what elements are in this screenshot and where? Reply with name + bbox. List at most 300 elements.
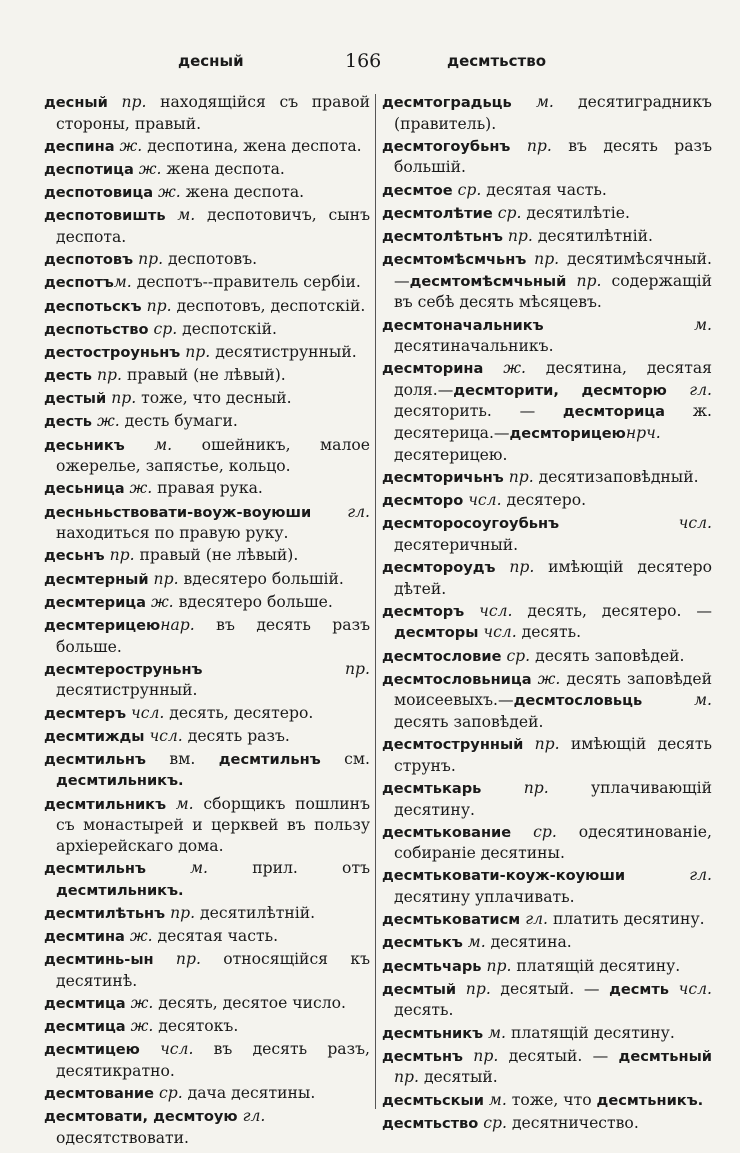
dictionary-entry (382, 467, 712, 489)
definition-text (154, 950, 176, 968)
dictionary-entry (44, 272, 370, 294)
headword: десмтое (382, 181, 453, 199)
headword: десмтый (382, 980, 457, 998)
dictionary-entry (44, 92, 370, 134)
dictionary-entry (44, 545, 370, 567)
dictionary-entry (382, 92, 712, 134)
headword: десмтьный (618, 1047, 712, 1065)
headword: десьница (44, 480, 125, 498)
definition-text: десятиструнный. (56, 681, 198, 700)
dictionary-entry (382, 1046, 712, 1088)
definition-text: десятилѣтній. (532, 226, 653, 245)
grammar-label: пр. (486, 956, 512, 975)
grammar-label: ср. (153, 319, 178, 338)
dictionary-entry (382, 513, 712, 555)
definition-text: ж. десятерица.— (394, 402, 712, 443)
definition-text: десятиградникъ (правитель). (394, 93, 712, 133)
dictionary-entry (44, 903, 370, 925)
definition-text: десятая часть. (481, 180, 607, 199)
left-guide-word: десный (178, 52, 244, 70)
dictionary-entry (44, 749, 370, 792)
headword: десмтьникъ. (596, 1091, 704, 1109)
grammar-label: ср. (483, 1113, 507, 1132)
dictionary-entry (44, 159, 370, 181)
dictionary-entry (382, 1113, 712, 1135)
grammar-label: м. (694, 315, 712, 334)
headword: десмтильнъ (44, 860, 146, 878)
dictionary-entry (44, 1083, 370, 1105)
headword: десный (44, 94, 108, 111)
grammar-label: гл. (689, 380, 712, 399)
dictionary-entry (382, 557, 712, 599)
headword: десмтильникъ. (56, 881, 184, 899)
dictionary-entry (44, 319, 370, 341)
definition-text (642, 691, 694, 709)
grammar-label: ж. (150, 592, 174, 611)
definition-text: жена деспота. (180, 183, 305, 202)
headword: десмторы (394, 624, 479, 642)
headword: десмтероструньнъ (44, 660, 203, 678)
headword: десмтина (44, 928, 125, 945)
definition-text (496, 558, 510, 576)
definition-text (311, 503, 347, 521)
headword: десмторица (562, 403, 665, 421)
definition-text: десятая часть. (152, 927, 279, 945)
definition-text (526, 250, 534, 268)
dictionary-entry (382, 180, 712, 202)
definition-text: жена деспота. (161, 159, 285, 178)
definition-text: деспотъ--правитель сербіи. (131, 273, 361, 292)
grammar-label: ж. (537, 669, 561, 688)
definition-text (511, 823, 533, 841)
headword: десмтильнъ (44, 750, 146, 768)
dictionary-entry (44, 1106, 370, 1148)
definition-text (146, 859, 190, 877)
definition-text: десятину уплачивать. (394, 888, 575, 907)
grammar-label: ср. (497, 203, 522, 222)
dictionary-entry (44, 1016, 370, 1038)
definition-text: одесятинованіе, собираніе десятины. (394, 822, 712, 863)
grammar-label: пр. (170, 903, 196, 922)
definition-text (559, 514, 679, 532)
headword: десмтомѣсмчьный (409, 272, 567, 290)
grammar-label: пр. (465, 979, 491, 998)
definition-text: десять заповѣдей моисеевыхъ.— (394, 669, 712, 710)
definition-text: правый (не лѣвый). (134, 546, 299, 565)
grammar-label: ср. (506, 646, 531, 665)
definition-text: десятый. — (498, 1046, 619, 1065)
headword: десмтица (44, 1018, 126, 1036)
right-column (382, 92, 712, 1136)
headword: десмтерицею (44, 616, 161, 634)
headword: десмтогоубьнъ (382, 137, 511, 155)
dictionary-entry (382, 601, 712, 644)
grammar-label: ж. (119, 136, 143, 155)
grammar-label: пр. (111, 389, 137, 408)
definition-text: тоже, что (506, 1090, 597, 1109)
definition-text (483, 359, 503, 377)
definition-text: имѣющій десятеро дѣтей. (394, 558, 712, 598)
headword: десньньствовати-воуж-воуюши (44, 503, 312, 521)
definition-text: десяторить. — (394, 402, 563, 421)
definition-text (512, 93, 536, 111)
dictionary-entry (382, 203, 712, 225)
dictionary-entry (382, 979, 712, 1021)
headword: десмтижды (44, 727, 145, 745)
headword: деспотовица (44, 184, 154, 202)
definition-text: вдесятеро большій. (178, 569, 344, 588)
headword: десьнъ (44, 547, 105, 565)
grammar-label: пр. (576, 271, 602, 290)
grammar-label: м. (535, 93, 554, 111)
definition-text: десятилѣтній. (195, 903, 316, 922)
definition-text: десятина, десятая доля.— (394, 359, 712, 399)
headword: десмтькарь (382, 779, 482, 797)
definition-text: десятиначальникъ. (394, 337, 554, 356)
headword: десмтьковати-коуж-коуюши (382, 867, 626, 885)
dictionary-entry (44, 703, 370, 725)
grammar-label: пр. (523, 778, 549, 797)
definition-text: см. (320, 749, 370, 768)
definition-text (544, 316, 694, 334)
grammar-label: чсл. (160, 1040, 194, 1059)
grammar-label: пр. (345, 659, 370, 678)
grammar-label: ж. (129, 479, 153, 498)
headword: десмтьникъ (382, 1024, 484, 1042)
grammar-label: чсл. (483, 623, 517, 642)
headword: десмть (609, 980, 670, 998)
grammar-label: пр. (146, 296, 172, 315)
definition-text (566, 272, 576, 290)
definition-text: десять заповѣдей. (394, 712, 544, 731)
headword: десмторъ (382, 602, 465, 620)
headword: десмторичьнъ (382, 468, 504, 486)
definition-text (463, 1047, 473, 1065)
definition-text: платить десятину. (547, 910, 705, 929)
dictionary-entry (382, 136, 712, 178)
grammar-label: гл. (689, 866, 712, 885)
grammar-label: пр. (534, 250, 560, 269)
grammar-label: пр. (534, 735, 560, 754)
headword: десмтильникъ. (56, 772, 184, 790)
dictionary-entry (44, 592, 370, 614)
headword: деспотьство (44, 320, 149, 338)
dictionary-entry (44, 182, 370, 204)
definition-text: вдесятеро больше. (173, 592, 333, 611)
definition-text (669, 980, 679, 998)
dictionary-entry (44, 435, 370, 477)
definition-text: десятеричный. (394, 535, 519, 554)
grammar-label: м. (175, 794, 194, 813)
dictionary-entry (382, 669, 712, 733)
dictionary-entry (382, 956, 712, 978)
definition-text: деспотина, жена деспота. (142, 136, 362, 155)
headword: десмтороудъ (382, 559, 496, 576)
headword: десмторицею (509, 425, 626, 443)
grammar-label: пр. (508, 467, 534, 486)
definition-text: тоже, что десный. (136, 389, 292, 408)
definition-text: деспотскій. (177, 319, 277, 338)
headword: десмтилѣтьнъ (44, 904, 166, 922)
headword: десмтоначальникъ (382, 316, 544, 334)
definition-text: имѣющій десять струнъ. (394, 735, 712, 775)
definition-text: уплачивающій десятину. (394, 778, 712, 819)
definition-text (464, 602, 479, 620)
grammar-label: гл. (242, 1107, 266, 1126)
definition-text: вм. (145, 749, 219, 768)
grammar-label: м. (467, 933, 486, 952)
dictionary-entry (382, 1023, 712, 1045)
grammar-label: пр. (153, 569, 179, 588)
definition-text: десть бумаги. (119, 412, 238, 431)
grammar-label: пр. (185, 342, 211, 361)
grammar-label: чсл. (678, 979, 712, 998)
definition-text: деспотовичъ, сынъ деспота. (56, 206, 370, 246)
headword: десмторосоугоубьнъ (382, 515, 560, 533)
definition-text (166, 795, 176, 813)
definition-text (125, 436, 155, 454)
headword: десьникъ (44, 436, 125, 454)
definition-text: десять, десятеро. (164, 703, 314, 722)
grammar-label: пр. (175, 950, 201, 969)
grammar-label: гл. (525, 910, 548, 929)
grammar-label: нрч. (625, 424, 661, 443)
headword: деспотовъ (44, 251, 134, 269)
grammar-label: ср. (457, 180, 482, 199)
headword: десмтоградьць (382, 94, 512, 111)
grammar-label: пр. (121, 93, 147, 111)
dictionary-entry (44, 205, 370, 247)
definition-text (203, 660, 345, 678)
headword: деспотъ (44, 274, 114, 292)
headword: десмтильникъ (44, 795, 167, 813)
dictionary-entry (44, 296, 370, 318)
grammar-label: ср. (159, 1084, 183, 1103)
left-column (44, 92, 370, 1150)
definition-text: десять. (516, 623, 582, 642)
definition-text: десятизаповѣдный. (533, 467, 699, 486)
dictionary-entry (44, 569, 370, 591)
headword: десмтование (44, 1085, 155, 1103)
headword: десмтица (44, 994, 126, 1012)
grammar-label: пр. (526, 136, 552, 155)
dictionary-entry (44, 794, 370, 857)
definition-text: прил. отъ (208, 859, 370, 878)
grammar-label: чсл. (678, 514, 712, 533)
grammar-label: чсл. (479, 601, 513, 620)
dictionary-entry (382, 822, 712, 864)
definition-text: платящій десятину. (506, 1023, 675, 1042)
definition-text (523, 735, 534, 753)
headword: деспотица (44, 160, 134, 178)
definition-text: въ десять разъ большій. (394, 136, 712, 177)
definition-text: сборщикъ пошлинъ съ монастырей и церквей въ пользу архіерейскаго дома. (56, 794, 370, 855)
headword: деспотовишть (44, 207, 166, 225)
dictionary-entry (382, 646, 712, 668)
grammar-label: чсл. (468, 491, 502, 510)
headword: десмтолѣтие (382, 204, 493, 222)
dictionary-entry (44, 726, 370, 748)
headword: десмтинь-ын (44, 951, 154, 969)
dictionary-entry (382, 1090, 712, 1112)
definition-text: десятиструнный. (210, 342, 357, 361)
definition-text: десять, десятеро. — (512, 601, 712, 620)
grammar-label: м. (177, 206, 196, 225)
definition-text: десять заповѣдей. (530, 646, 685, 665)
definition-text (625, 866, 689, 884)
grammar-label: ж. (130, 993, 154, 1012)
dictionary-entry (44, 411, 370, 433)
grammar-label: пр. (394, 1068, 419, 1087)
headword: десмтильнъ (218, 750, 321, 768)
headword: десмтовати, десмтоую (44, 1108, 238, 1126)
headword: десмтословьница (382, 670, 532, 688)
headword: десмтострунный (382, 736, 524, 754)
dictionary-entry (44, 136, 370, 158)
grammar-label: чсл. (149, 726, 183, 745)
grammar-label: ж. (158, 183, 181, 202)
definition-text: десятничество. (506, 1113, 639, 1132)
column-divider (375, 94, 376, 1109)
headword: десмтицею (44, 1041, 140, 1059)
definition-text: десять разъ. (182, 726, 290, 745)
grammar-label: ж. (97, 412, 120, 431)
definition-text (481, 779, 523, 797)
definition-text (510, 137, 526, 155)
headword: десмтьковатисм (382, 911, 521, 929)
dictionary-entry (382, 358, 712, 465)
definition-text: десятерицею. (394, 445, 508, 464)
headword: десмтословие (382, 647, 502, 665)
dictionary-entry (44, 478, 370, 500)
grammar-label: м. (154, 435, 173, 454)
definition-text: дача десятины. (182, 1084, 316, 1103)
dictionary-entry (44, 615, 370, 657)
dictionary-entry (382, 778, 712, 820)
headword: десмторина (382, 360, 484, 378)
definition-text: одесятствовати. (56, 1128, 189, 1147)
grammar-label: м. (113, 273, 132, 292)
grammar-label: ж. (503, 359, 526, 378)
headword: десмтьскыи (382, 1091, 484, 1109)
grammar-label: ж. (129, 927, 153, 945)
headword: дестостроуньнъ (44, 343, 181, 361)
dictionary-entry (44, 1039, 370, 1081)
dictionary-entry (382, 909, 712, 931)
definition-text: деспотовъ, деспотскій. (171, 296, 366, 315)
headword: десмтьнъ (382, 1047, 463, 1065)
grammar-label: нар. (160, 615, 195, 634)
headword: деспина (44, 137, 115, 155)
headword: десмтолѣтьнъ (382, 227, 503, 245)
headword: десмтомѣсмчьнъ (382, 251, 527, 269)
headword: десмторити, десмторю (453, 381, 667, 399)
headword: десть (44, 367, 93, 385)
definition-text: находящійся съ правой стороны, правый. (56, 93, 370, 133)
definition-text: десять, десятое число. (153, 993, 346, 1012)
dictionary-entry (382, 249, 712, 313)
dictionary-entry (382, 315, 712, 357)
headword: дестый (44, 390, 107, 408)
headword: десмтькование (382, 823, 512, 841)
headword: десмтерица (44, 593, 146, 611)
definition-text: въ десять разъ, десятикратно. (56, 1040, 370, 1080)
grammar-label: ср. (533, 822, 557, 841)
grammar-label: пр. (509, 558, 535, 576)
headword: десмтькъ (382, 934, 463, 952)
definition-text: десятый. (418, 1068, 498, 1087)
grammar-label: гл. (347, 502, 370, 521)
dictionary-entry (44, 249, 370, 271)
dictionary-entry (382, 226, 712, 248)
page-number: 166 (345, 50, 382, 72)
definition-text: содержащій въ себѣ десять мѣсяцевъ. (394, 271, 712, 312)
headword: десмтьство (382, 1114, 479, 1132)
definition-text: деспотовъ. (163, 250, 258, 269)
grammar-label: м. (190, 859, 209, 878)
definition-text (166, 206, 178, 224)
headword: десмтерный (44, 570, 149, 588)
headword: десть (44, 413, 93, 431)
grammar-label: м. (488, 1023, 506, 1042)
grammar-label: ж. (138, 159, 162, 178)
definition-text (108, 93, 122, 111)
definition-text: въ десять разъ больше. (56, 615, 370, 656)
definition-text: десятимѣсячный.— (394, 250, 712, 290)
headword: деспотьскъ (44, 297, 142, 315)
definition-text: находиться по правую руку. (56, 524, 289, 543)
definition-text: десятилѣтіе. (521, 203, 630, 222)
definition-text: правый (не лѣвый). (121, 366, 286, 385)
headword: десмтьчарь (382, 957, 482, 975)
grammar-label: пр. (97, 366, 122, 385)
definition-text: правая рука. (152, 479, 263, 498)
dictionary-entry (44, 365, 370, 387)
right-guide-word: десмтьство (447, 52, 547, 70)
dictionary-entry (44, 659, 370, 701)
definition-text: десятокъ. (153, 1017, 239, 1036)
definition-text (667, 381, 689, 399)
definition-text: десятеро. (501, 491, 587, 510)
definition-text: платящій десятину. (511, 956, 681, 975)
dictionary-entry (44, 993, 370, 1015)
definition-text: относящійся къ десятинѣ. (56, 950, 370, 990)
dictionary-entry (382, 932, 712, 954)
headword: десмторо (382, 492, 464, 510)
definition-text: десятина. (485, 933, 572, 952)
definition-text: десять. (394, 1001, 454, 1020)
headword: десмтеръ (44, 704, 127, 722)
dictionary-entry (44, 926, 370, 948)
dictionary-entry (382, 865, 712, 907)
definition-text (456, 980, 466, 998)
dictionary-entry (44, 342, 370, 364)
dictionary-entry (44, 949, 370, 991)
dictionary-entry (44, 388, 370, 410)
dictionary-entry (382, 734, 712, 776)
running-header (0, 52, 740, 76)
dictionary-entry (382, 490, 712, 512)
grammar-label: ж. (130, 1017, 154, 1036)
grammar-label: чсл. (131, 703, 165, 722)
headword: десмтословьць (513, 692, 643, 710)
dictionary-entry (44, 502, 370, 544)
grammar-label: пр. (507, 226, 533, 245)
grammar-label: пр. (138, 250, 164, 269)
grammar-label: м. (488, 1090, 507, 1109)
grammar-label: пр. (473, 1046, 499, 1065)
definition-text (140, 1040, 160, 1058)
